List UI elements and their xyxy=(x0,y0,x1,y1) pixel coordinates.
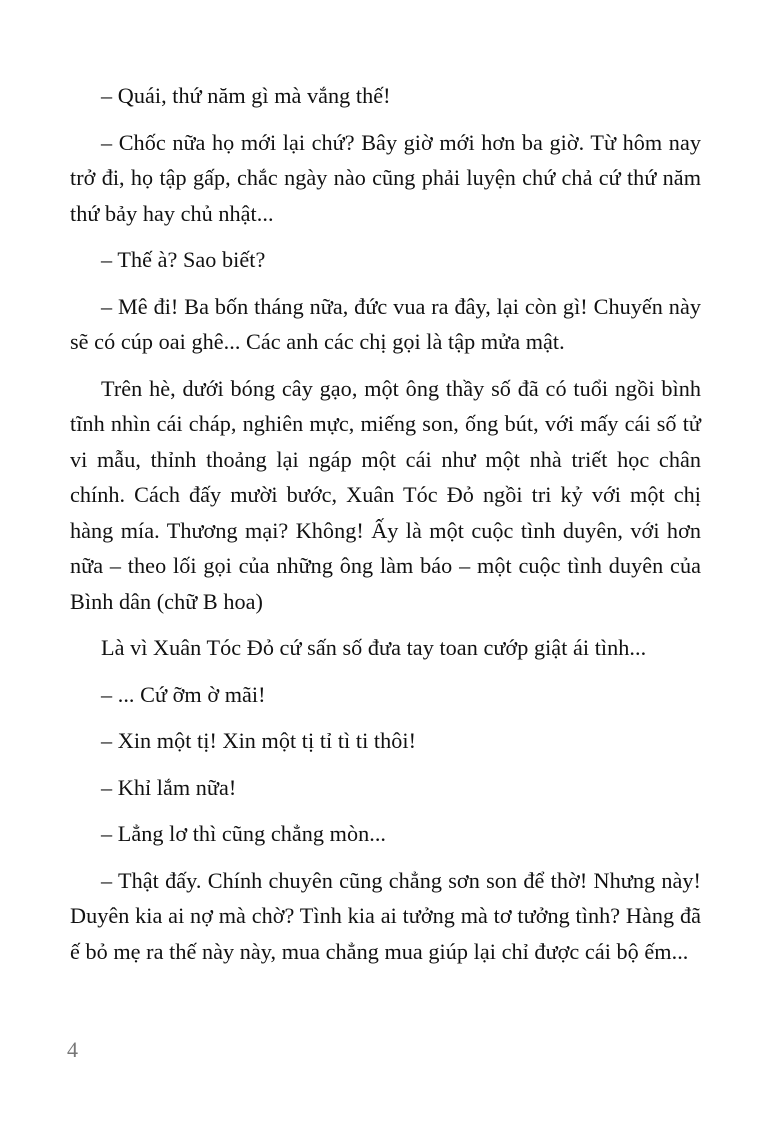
page-number: 4 xyxy=(67,1037,78,1062)
dialogue-line: – Chốc nữa họ mới lại chứ? Bây giờ mới hơn ba giờ. Từ hôm nay trở đi, họ tập gấp, chắc ngày nào cũng phải luyện chứ chả cứ thứ năm thứ bảy hay chủ nhật... xyxy=(70,129,701,226)
dialogue-line: – Thật đấy. Chính chuyên cũng chẳng sơn son để thờ! Nhưng này! Duyên kia ai nợ mà chờ? Tình kia ai tưởng mà tơ tưởng tình? Hàng đã ế bỏ mẹ ra thế này này, mua chẳng mua giúp lại chỉ được cái bộ ếm... xyxy=(70,867,701,964)
dialogue-line: – Mê đi! Ba bốn tháng nữa, đức vua ra đây, lại còn gì! Chuyến này sẽ có cúp oai ghê... Các anh các chị gọi là tập mửa mật. xyxy=(70,293,701,354)
dialogue-line: – Xin một tị! Xin một tị tỉ tì ti thôi! xyxy=(101,728,417,753)
dialogue-line: – ... Cứ ỡm ờ mãi! xyxy=(101,681,266,707)
narrative-paragraph: Là vì Xuân Tóc Đỏ cứ sấn số đưa tay toan cướp giật ái tình... xyxy=(101,635,647,660)
dialogue-line: – Thế à? Sao biết? xyxy=(101,247,266,272)
dialogue-line: – Lẳng lơ thì cũng chẳng mòn... xyxy=(101,821,387,846)
page-body xyxy=(70,78,701,980)
dialogue-line: – Quái, thứ năm gì mà vắng thế! xyxy=(101,83,391,108)
dialogue-line: – Khỉ lắm nữa! xyxy=(101,774,237,800)
narrative-paragraph: Trên hè, dưới bóng cây gạo, một ông thầy số đã có tuổi ngồi bình tĩnh nhìn cái cháp, nghiên mực, miếng son, ống bút, với mấy cái số tử vi mẫu, thỉnh thoảng lại ngáp một cái như một nhà triết học chân chính. Cách đấy mười bước, Xuân Tóc Đỏ ngồi tri kỷ với một chị hàng mía. Thương mại? Không! Ấy là một cuộc tình duyên, với hơn nữa – theo lối gọi của những ông làm báo – một cuộc tình duyên của Bình dân (chữ B hoa) xyxy=(70,375,701,614)
